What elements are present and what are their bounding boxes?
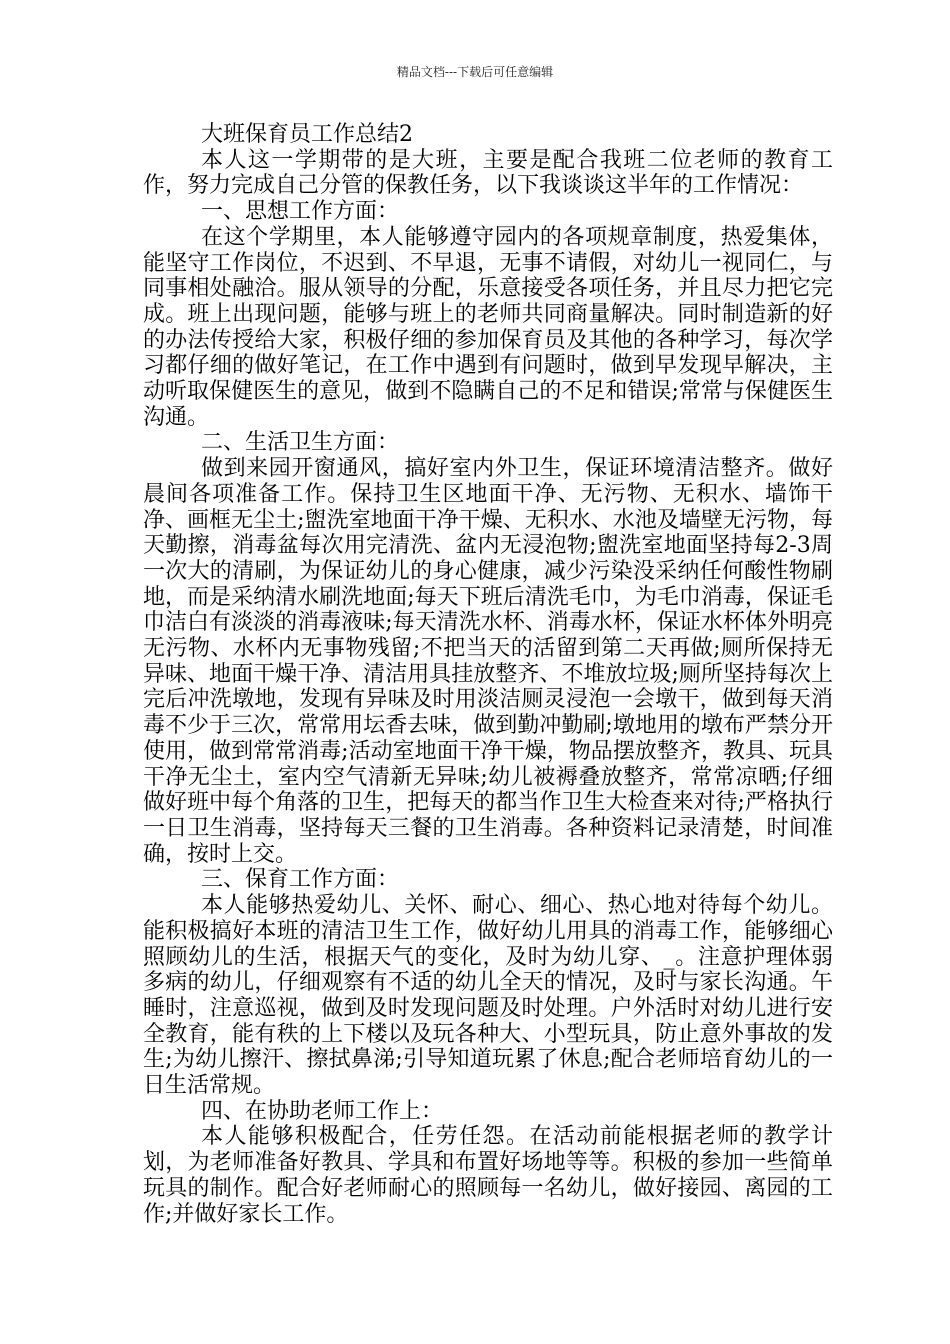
document-title: 大班保育员工作总结2 <box>201 122 413 147</box>
section-body-thought: 在这个学期里，本人能够遵守园内的各项规章制度，热爱集体，能坚守工作岗位，不迟到、不早退，无事不请假，对幼儿一视同仁，与同事相处融洽。服从领导的分配，乐意接受各项任务，并且尽力把它完成。班上出现问题，能够与班上的老师共同商量解决。同时制造新的好的办法传授给大家，积极仔细的参加保育员及其他的各种学习，每次学习都仔细的做好笔记，在工作中遇到有问题时，做到早发现早解决，主动听取保健医生的意见，做到不隐瞒自己的不足和错误;常常与保健医生沟通。 <box>143 224 833 430</box>
intro-paragraph: 本人这一学期带的是大班，主要是配合我班二位老师的教育工作，努力完成自己分管的保教任务，以下我谈谈这半年的工作情况： <box>143 147 833 199</box>
section-heading-hygiene: 二、生活卫生方面： <box>201 430 400 456</box>
section-heading-care: 三、保育工作方面： <box>201 867 400 893</box>
document-body <box>143 122 833 1227</box>
section-heading-thought: 一、思想工作方面： <box>201 199 400 225</box>
section-body-hygiene: 做到来园开窗通风，搞好室内外卫生，保证环境清洁整齐。做好晨间各项准备工作。保持卫生区地面干净、无污物、无积水、墙饰干净、画框无尘土;盥洗室地面干净干燥、无积水、水池及墙壁无污物，每天勤擦，消毒盆每次用完清洗、盆内无浸泡物;盥洗室地面坚持每2-3周一次大的清刷，为保证幼儿的身心健康，减少污染没采纳任何酸性物刷地，而是采纳清水刷洗地面;每天下班后清洗毛巾，为毛巾消毒，保证毛巾洁白有淡淡的消毒液味;每天清洗水杯、消毒水杯，保证水杯体外明亮无污物、水杯内无事物残留;不把当天的活留到第二天再做;厕所保持无异味、地面干燥干净、清洁用具挂放整齐、不堆放垃圾;厕所坚持每次上完后冲洗墩地，发现有异味及时用淡洁厕灵浸泡一会墩干，做到每天消毒不少于三次，常常用坛香去味，做到勤冲勤刷;墩地用的墩布严禁分开使用，做到常常消毒;活动室地面干净干燥，物品摆放整齐，教具、玩具干净无尘土，室内空气清新无异味;幼儿被褥叠放整齐，常常凉晒;仔细做好班中每个角落的卫生，把每天的都当作卫生大检查来对待;严格执行一日卫生消毒，坚持每天三餐的卫生消毒。各种资料记录清楚，时间准确，按时上交。 <box>143 456 833 867</box>
page-header: 精品文档---下载后可任意编辑 <box>396 65 554 79</box>
section-heading-assist: 四、在协助老师工作上： <box>201 1098 444 1124</box>
section-body-assist: 本人能够积极配合，任劳任怨。在活动前能根据老师的教学计划，为老师准备好教具、学具和布置好场地等等。积极的参加一些简单玩具的制作。配合好老师耐心的照顾每一名幼儿，做好接园、离园的工作;并做好家长工作。 <box>143 1124 833 1227</box>
section-body-care: 本人能够热爱幼儿、关怀、耐心、细心、热心地对待每个幼儿。能积极搞好本班的清洁卫生工作，做好幼儿用具的消毒工作，能够细心照顾幼儿的生活，根据天气的变化，及时为幼儿穿、_。注意护理体弱多病的幼儿，仔细观察有不适的幼儿全天的情况，及时与家长沟通。午睡时，注意巡视，做到及时发现问题及时处理。户外活时对幼儿进行安全教育，能有秩的上下楼以及玩各种大、小型玩具，防止意外事故的发生;为幼儿擦汗、擦拭鼻涕;引导知道玩累了休息;配合老师培育幼儿的一日生活常规。 <box>143 893 833 1099</box>
